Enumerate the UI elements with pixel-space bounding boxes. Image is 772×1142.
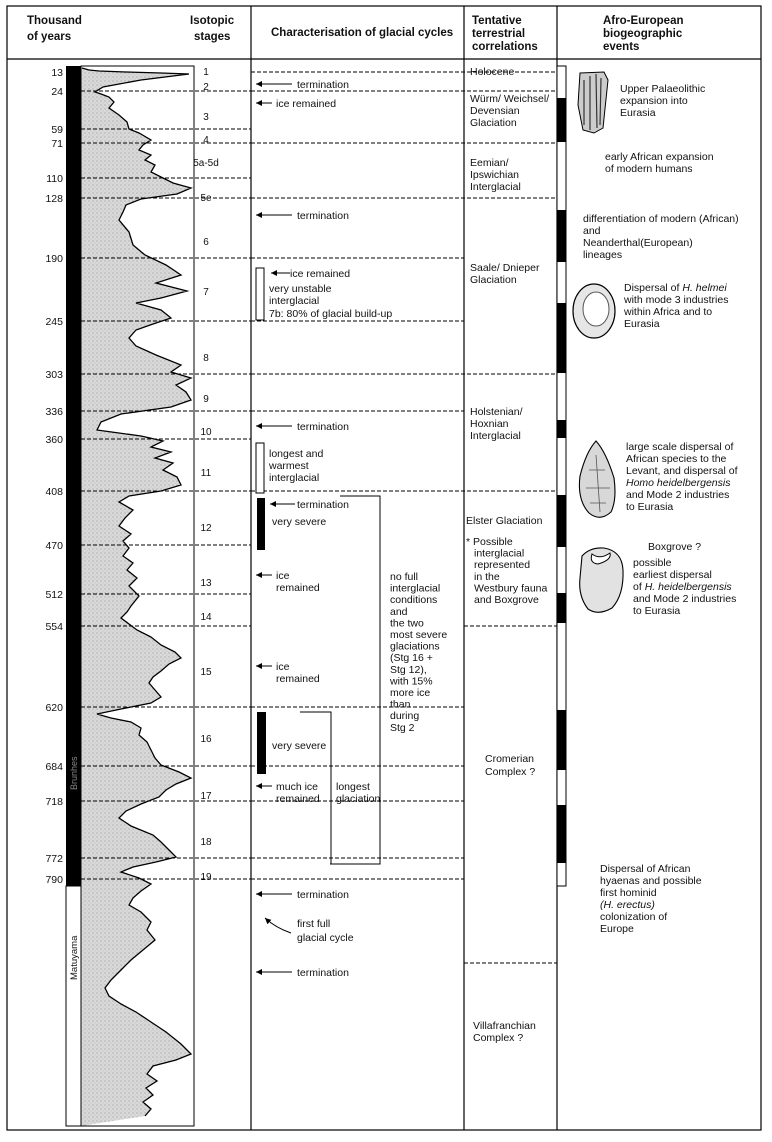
age-label: 24 [51, 86, 63, 98]
stage-axis [193, 67, 219, 883]
wurm-2: Devensian [470, 105, 520, 117]
stage7-line-4: 7b: 80% of glacial build-up [269, 308, 393, 320]
wurm-3: Glaciation [470, 117, 517, 129]
characterisation-arrow-label: termination [297, 79, 349, 91]
saale-1: Saale/ Dnieper [470, 262, 540, 274]
large-scale-3: Levant, and dispersal of [626, 465, 738, 477]
no-full-line: Stg 12), [390, 663, 427, 676]
boxgrove-tool-image [580, 548, 623, 612]
header-afro-3: events [603, 41, 640, 53]
isotope-stage-label: 5e [200, 193, 212, 204]
stage7-line-2: very unstable [269, 283, 332, 295]
longest-glaciation-2: glaciation [336, 793, 381, 805]
possible-interglacial-line: interglacial [474, 547, 525, 560]
age-label: 128 [45, 193, 63, 205]
isotope-stage-label: 5a-5d [193, 158, 219, 169]
possible-earliest-1: possible [633, 557, 672, 569]
isotope-stage-label: 6 [203, 237, 209, 248]
stage16-very-severe: very severe [272, 740, 327, 752]
differentiation-3: Neanderthal(European) [583, 237, 693, 249]
hyaenas-6: Europe [600, 923, 634, 935]
poss-of: of [633, 581, 642, 593]
helmei-3: within Africa and to [624, 306, 713, 318]
early-african-2: of modern humans [605, 163, 693, 175]
stage12-very-severe: very severe [272, 516, 327, 528]
brunhes-label: Brunhes [69, 756, 79, 790]
no-full-line: conditions [390, 594, 438, 607]
header-characterisation: Characterisation of glacial cycles [271, 27, 454, 39]
isotope-stage-label: 11 [200, 468, 212, 479]
stage12-bar [257, 498, 265, 550]
hyaenas-5: colonization of [600, 911, 668, 923]
isotope-stage-label: 4 [203, 135, 209, 146]
erectus-italic: (H. erectus) [600, 899, 655, 911]
isotope-stage-label: 12 [200, 523, 212, 534]
holocene: Holocene [470, 66, 515, 78]
characterisation-arrows [256, 79, 349, 979]
cromerian-2: Complex ? [485, 766, 536, 778]
possible-interglacial-text [466, 536, 548, 606]
age-label: 71 [51, 138, 63, 150]
poss-italic: H. heidelbergensis [644, 581, 732, 593]
age-label: 303 [45, 369, 63, 381]
isotope-stage-label: 17 [200, 791, 212, 802]
header-terrestrial-2: terrestrial [472, 28, 526, 40]
age-label: 790 [45, 874, 63, 886]
isotope-stage-label: 2 [203, 82, 209, 93]
villafranchian-2: Complex ? [473, 1032, 524, 1044]
age-label: 554 [45, 621, 63, 633]
stage12-termination: termination [297, 499, 349, 511]
no-full-line: than [390, 698, 411, 711]
no-full-bracket [330, 496, 380, 864]
large-scale-6: to Eurasia [626, 501, 674, 513]
age-label: 360 [45, 434, 63, 446]
stage11-line-3: interglacial [269, 472, 320, 484]
early-african-1: early African expansion [605, 151, 714, 163]
characterisation-arrow-label-2: remained [276, 793, 320, 805]
saale-2: Glaciation [470, 274, 517, 286]
helmei-line-1 [624, 282, 727, 294]
elster: Elster Glaciation [466, 515, 543, 527]
no-full-line: most severe [390, 629, 448, 641]
possible-earliest-5: to Eurasia [633, 605, 681, 617]
differentiation-1: differentiation of modern (African) [583, 213, 739, 225]
differentiation-2: and [583, 225, 601, 237]
stage7-line-3: interglacial [269, 295, 320, 307]
isotope-stage-label: 19 [200, 872, 212, 883]
afro-segment-bar [557, 66, 566, 886]
wurm-1: Würm/ Weichsel/ [470, 93, 550, 105]
eemian-1: Eemian/ [470, 157, 509, 169]
matuyama-label: Matuyama [69, 935, 80, 980]
no-full-line: (Stg 16 + [390, 652, 433, 665]
large-scale-2: African species to the [626, 453, 727, 465]
helmei-2: with mode 3 industries [624, 294, 729, 306]
first-full-2: glacial cycle [297, 932, 354, 944]
isotope-stage-label: 16 [200, 734, 212, 745]
helmei-italic: H. helmei [682, 282, 727, 294]
isotope-stage-label: 9 [203, 394, 209, 405]
first-full-1: first full [297, 918, 331, 930]
characterisation-arrow-label-2: remained [276, 673, 320, 685]
isotope-stage-label: 13 [200, 578, 212, 589]
hyaenas-2: hyaenas and possible [600, 875, 702, 887]
characterisation-arrow-label: termination [297, 967, 349, 979]
age-label: 772 [45, 853, 63, 865]
header-thousand-years-1: Thousand [27, 15, 82, 27]
age-label: 336 [45, 406, 63, 418]
age-label: 470 [45, 540, 63, 552]
possible-earliest-2: earliest dispersal [633, 569, 712, 581]
hyaenas-3: first hominid [600, 887, 657, 899]
age-label: 59 [51, 124, 63, 136]
no-full-line: interglacial [390, 582, 441, 595]
matuyama-bar [66, 886, 81, 1126]
age-label: 684 [45, 761, 63, 773]
no-full-line: glaciations [390, 640, 440, 653]
cromerian-1: Cromerian [485, 753, 535, 765]
header-terrestrial-1: Tentative [472, 15, 522, 27]
header-afro-1: Afro-European [603, 15, 684, 27]
no-full-line: Stg 2 [390, 721, 415, 734]
holstein-2: Hoxnian [470, 418, 509, 430]
characterisation-arrow-label: ice remained [276, 98, 337, 110]
characterisation-arrow-label: termination [297, 421, 349, 433]
no-full-line: the two [390, 617, 424, 630]
characterisation-arrow-label: much ice [276, 781, 319, 793]
possible-interglacial-line: Westbury fauna [474, 582, 548, 595]
longest-glaciation-1: longest [336, 781, 370, 793]
helmei-4: Eurasia [624, 318, 660, 330]
hyaenas-1: Dispersal of African [600, 863, 691, 875]
isotope-stage-label: 10 [200, 427, 212, 438]
helmei-pre: Dispersal of [624, 282, 680, 294]
large-scale-1: large scale dispersal of [626, 441, 734, 453]
eemian-3: Interglacial [470, 181, 521, 193]
age-label: 512 [45, 589, 63, 601]
large-scale-italic: Homo heidelbergensis [626, 477, 731, 489]
no-full-line: during [390, 710, 420, 723]
header-isotopic-2: stages [194, 31, 231, 43]
stage7-box [256, 268, 264, 320]
characterisation-arrow-label: termination [297, 210, 349, 222]
characterisation-arrow-label: ice [276, 570, 290, 582]
upper-pal-1: Upper Palaeolithic [620, 83, 706, 95]
possible-interglacial-line: and Boxgrove [474, 594, 539, 606]
possible-interglacial-line: * Possible [466, 536, 513, 548]
possible-earliest-3 [633, 581, 732, 593]
age-label: 190 [45, 253, 63, 265]
holstein-3: Interglacial [470, 430, 521, 442]
header-isotopic-1: Isotopic [190, 15, 235, 27]
levallois-flake-image [573, 284, 615, 338]
possible-earliest-4: and Mode 2 industries [633, 593, 737, 605]
no-full-interglacial-text [389, 571, 447, 734]
header-terrestrial-3: correlations [472, 41, 538, 53]
isotope-curve-fill [81, 66, 191, 1126]
villafranchian-1: Villafranchian [473, 1020, 536, 1032]
stage16-bar [257, 712, 266, 774]
isotope-stage-label: 15 [200, 667, 212, 678]
no-full-line: no full [390, 571, 419, 583]
isotope-stage-label: 3 [203, 112, 209, 123]
no-full-line: with 15% [390, 675, 433, 688]
first-full-curved-arrow [265, 918, 291, 933]
isotope-stage-label: 18 [200, 837, 212, 848]
age-label: 245 [45, 316, 63, 328]
possible-interglacial-line: represented [474, 559, 531, 572]
age-label: 718 [45, 796, 63, 808]
isotope-stage-label: 7 [203, 287, 209, 298]
stage11-line-2: warmest [269, 460, 309, 472]
isotope-curve-group [81, 66, 191, 1126]
stage11-box [256, 443, 264, 493]
no-full-line: and [390, 605, 408, 618]
no-full-line: more ice [390, 687, 431, 699]
age-label: 408 [45, 486, 63, 498]
holstein-1: Holstenian/ [470, 406, 523, 418]
isotope-stage-label: 1 [203, 67, 209, 78]
characterisation-arrow-label: termination [297, 889, 349, 901]
age-label: 13 [51, 67, 63, 79]
possible-interglacial-line: in the [474, 570, 500, 583]
stage11-line-1: longest and [269, 448, 324, 460]
eemian-2: Ipswichian [470, 169, 520, 181]
boxgrove-label: Boxgrove ? [648, 541, 702, 553]
handaxe-image [579, 441, 615, 517]
upper-pal-2: expansion into [620, 95, 688, 107]
age-label: 110 [46, 173, 63, 185]
header-thousand-years-2: of years [27, 31, 72, 43]
large-scale-5: and Mode 2 industries [626, 489, 730, 501]
isotope-stage-label: 14 [200, 612, 212, 623]
upper-pal-3: Eurasia [620, 107, 656, 119]
characterisation-arrow-label-2: remained [276, 582, 320, 594]
differentiation-4: lineages [583, 249, 623, 261]
header-afro-2: biogeographic [603, 28, 683, 40]
stage7-line-1: ice remained [290, 268, 351, 280]
age-label: 620 [45, 702, 63, 714]
characterisation-arrow-label: ice [276, 661, 290, 673]
blade-tool-image [578, 72, 608, 133]
isotope-stage-label: 8 [203, 353, 209, 364]
